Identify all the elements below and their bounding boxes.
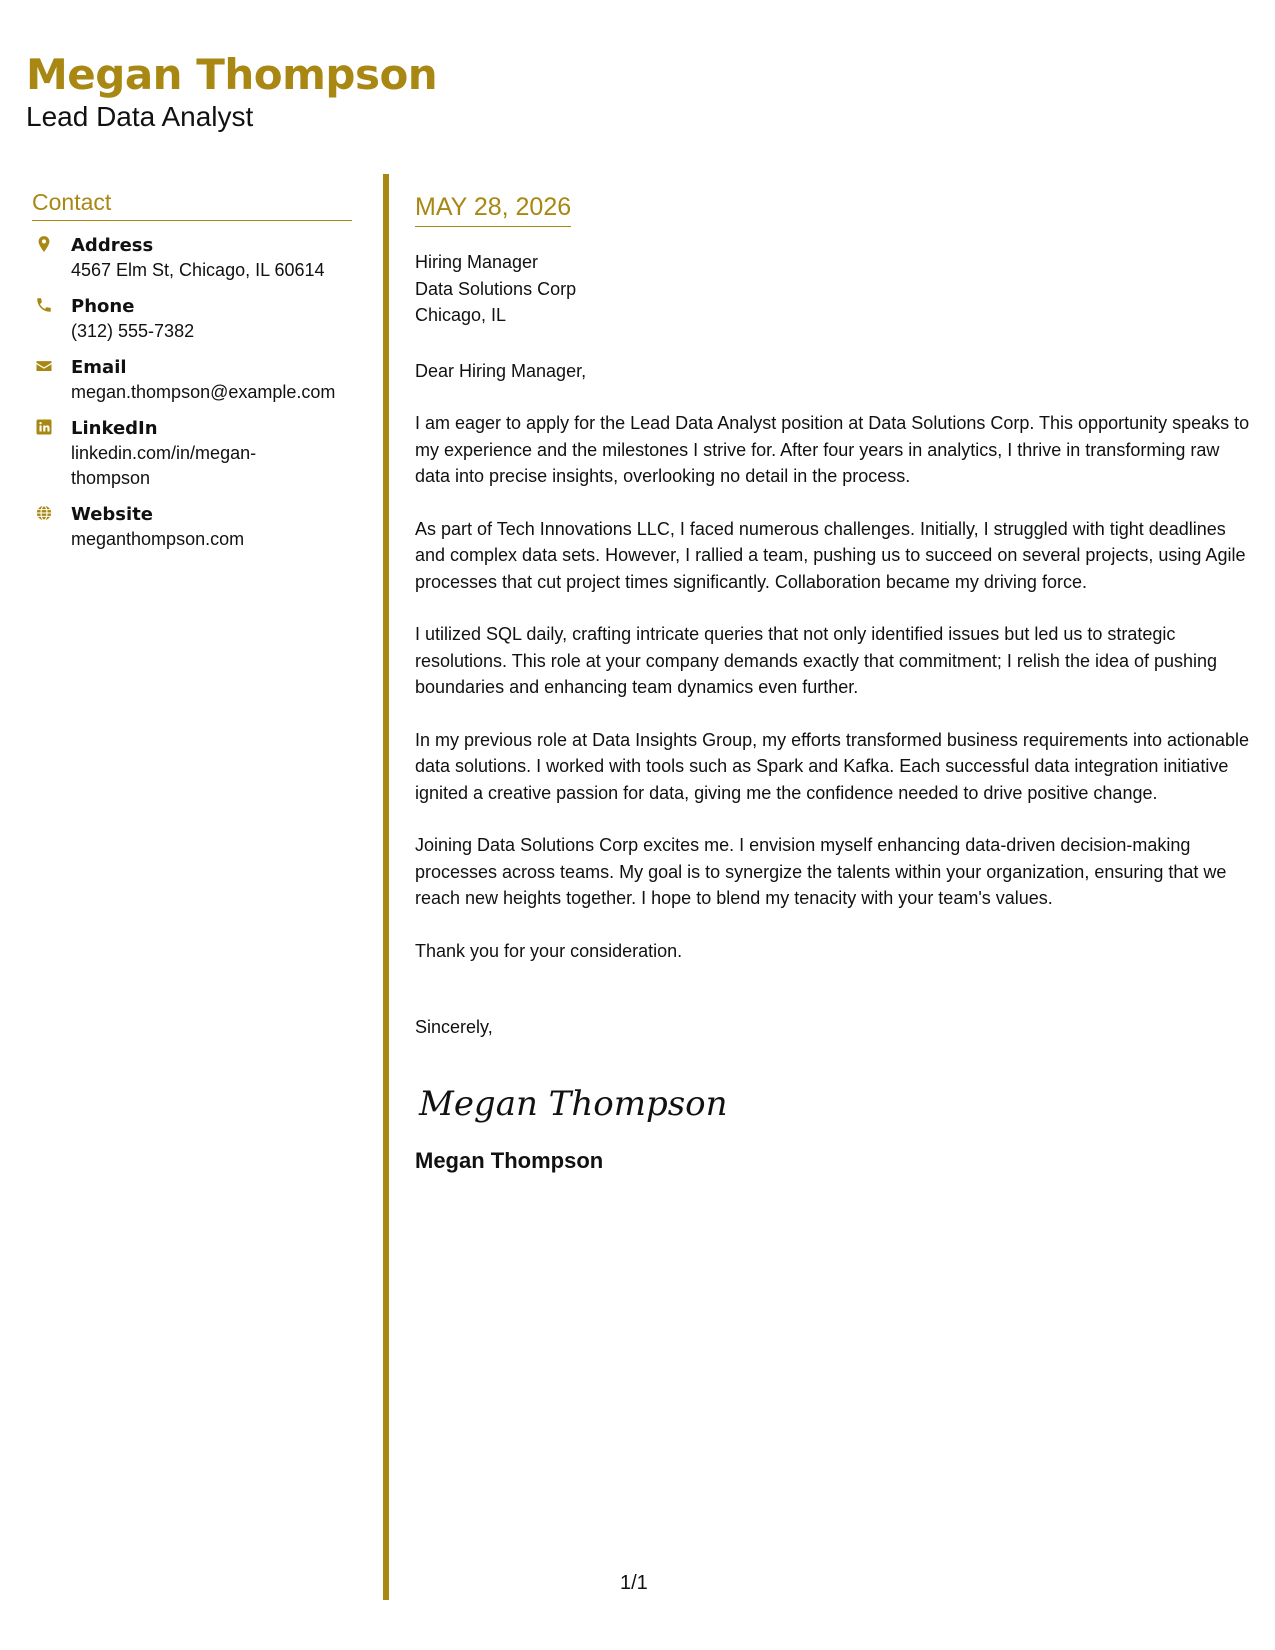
vertical-divider [383,174,389,1600]
signoff: Sincerely, [415,1017,493,1037]
signer-name: Megan Thompson [415,1147,604,1173]
header [26,50,437,134]
applicant-title: Lead Data Analyst [26,101,254,132]
contact-label-address: Address [71,235,154,256]
letter-paragraph: I am eager to apply for the Lead Data Analyst position at Data Solutions Corp. This opportunity speaks to my experience and the milestones I strive for. After four years in analytics, I thrive in transforming raw data into precise insights, overlooking no detail in the process. [415,413,1250,486]
contact-phone [32,294,352,344]
contact-website [32,502,352,552]
closing-thanks: Thank you for your consideration. [415,940,683,961]
contact-address [32,233,352,283]
letter-paragraph: As part of Tech Innovations LLC, I faced numerous challenges. Initially, I struggled with tight deadlines and complex data sets. However, I rallied a team, pushing us to succeed on several projects, using Agile processes that cut project times significantly. Collaboration became my driving force. [415,518,1246,592]
recipient-line: Chicago, IL [415,305,507,325]
letter-paragraph: Joining Data Solutions Corp excites me. I envision myself enhancing data-driven decision-making processes across teams. My goal is to synergize the talents within your organization, ensuring that we reach new heights together. I hope to blend my tenacity with your team's values. [415,835,1227,908]
globe-icon [35,504,53,522]
contact-value-address: 4567 Elm St, Chicago, IL 60614 [71,260,325,280]
contact-email [32,355,352,405]
contact-label-linkedin: LinkedIn [71,418,158,439]
contact-heading: Contact [32,188,352,221]
signature-graphic [415,1071,728,1131]
contact-label-phone: Phone [71,296,135,317]
linkedin-icon [35,418,53,436]
contact-label-website: Website [71,504,154,525]
page-number: 1/1 [620,1572,648,1594]
contact-value-website[interactable]: meganthompson.com [71,529,245,549]
letter-body [415,190,1255,1175]
letter-paragraph: I utilized SQL daily, crafting intricate queries that not only identified issues but led us to strategic resolutions. This role at your company demands exactly that commitment; I relish the idea of pushing boundaries and enhancing team dynamics even further. [415,624,1218,697]
recipient-line: Hiring Manager [415,252,539,272]
applicant-name: Megan Thompson [26,50,438,99]
salutation: Dear Hiring Manager, [415,360,587,381]
contact-value-linkedin[interactable]: linkedin.com/in/megan-thompson [71,443,257,488]
handwritten-signature [415,1071,1255,1131]
contact-label-email: Email [71,357,127,378]
phone-icon [35,296,53,314]
recipient-line: Data Solutions Corp [415,278,577,299]
contact-value-phone: (312) 555-7382 [71,321,195,341]
envelope-icon [35,357,53,375]
contact-linkedin [32,416,352,491]
signature-text: Megan Thompson [419,1083,728,1124]
recipient-block [415,249,1255,329]
map-pin-icon [35,235,53,253]
contact-value-email: megan.thompson@example.com [71,382,336,402]
letter-paragraph: In my previous role at Data Insights Group, my efforts transformed business requirements into actionable data solutions. I worked with tools such as Spark and Kafka. Each successful data integration initiative ignited a creative passion for data, giving me the confidence needed to drive positive change. [415,729,1250,803]
contact-sidebar [32,188,352,563]
letter-date: MAY 28, 2026 [415,190,571,227]
